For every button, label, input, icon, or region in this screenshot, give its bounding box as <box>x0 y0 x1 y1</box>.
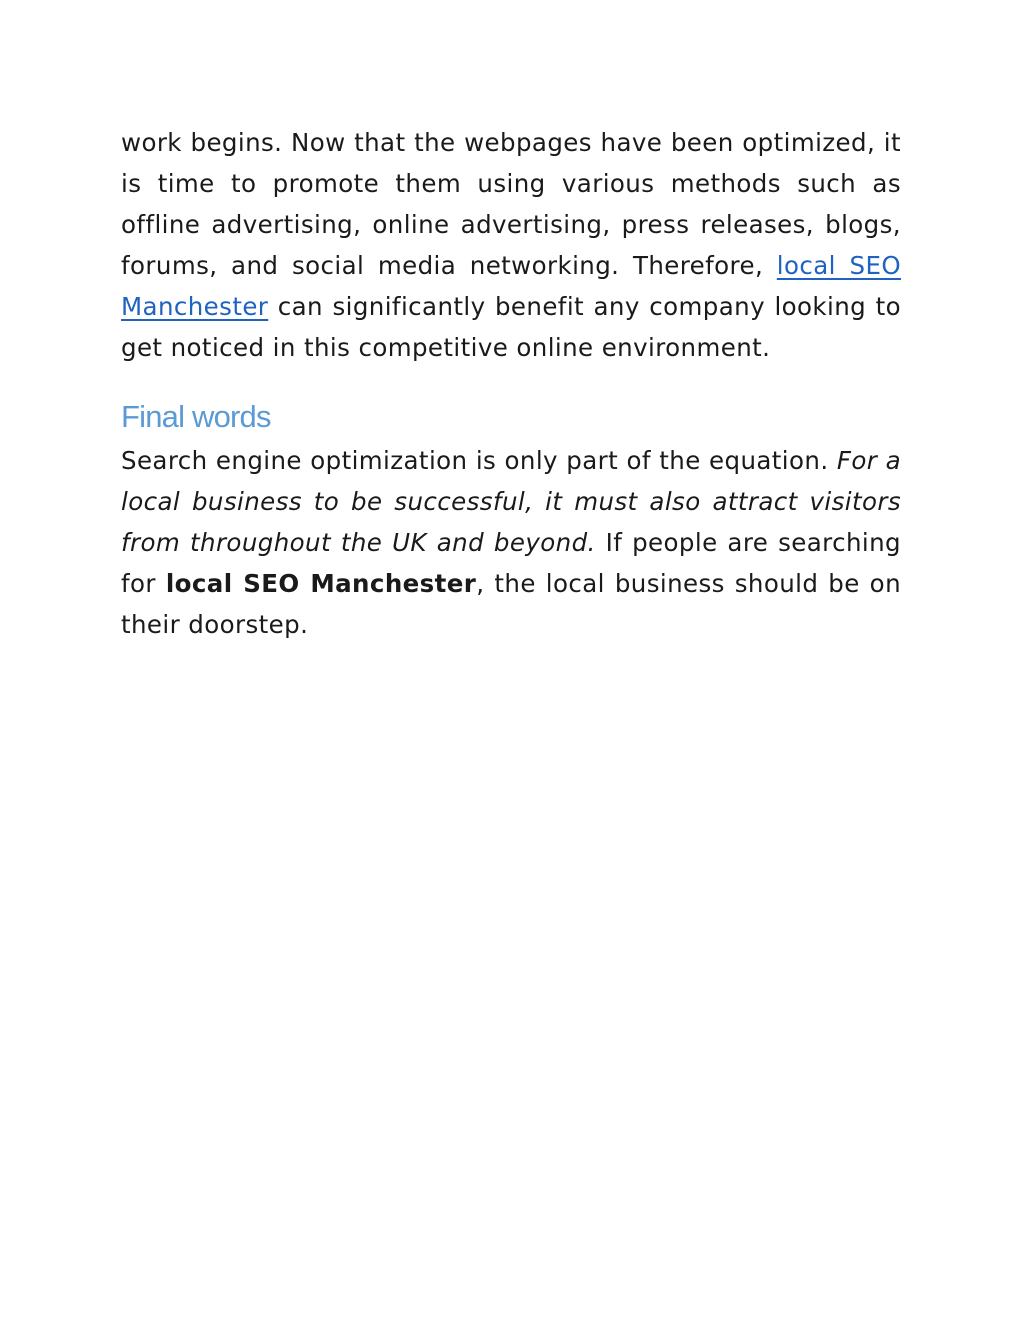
paragraph-text: Search engine optimization is only part of the equation. <box>121 446 837 475</box>
document-page <box>121 122 901 645</box>
paragraph-text: , the local business should be on their doorstep. <box>121 569 901 639</box>
italic-emphasis: For a local business to be successful, it must also attract visitors from throughout the UK and beyond. <box>121 446 901 557</box>
section-heading: Final words <box>121 399 271 434</box>
local-seo-manchester-link[interactable]: local SEO Manchester <box>121 251 902 321</box>
intro-paragraph <box>121 122 901 368</box>
paragraph-text: If people are searching for <box>121 528 901 598</box>
bold-keyword: local SEO Manchester <box>165 569 477 598</box>
paragraph-text: work begins. Now that the webpages have been optimized, it is time to promote them using various methods such as offline advertising, online advertising, press releases, blogs, forums, and social media networking. Therefore, <box>121 128 901 280</box>
paragraph-text: can significantly benefit any company looking to get noticed in this competitive online environment. <box>121 292 901 362</box>
final-words-paragraph <box>121 440 901 645</box>
